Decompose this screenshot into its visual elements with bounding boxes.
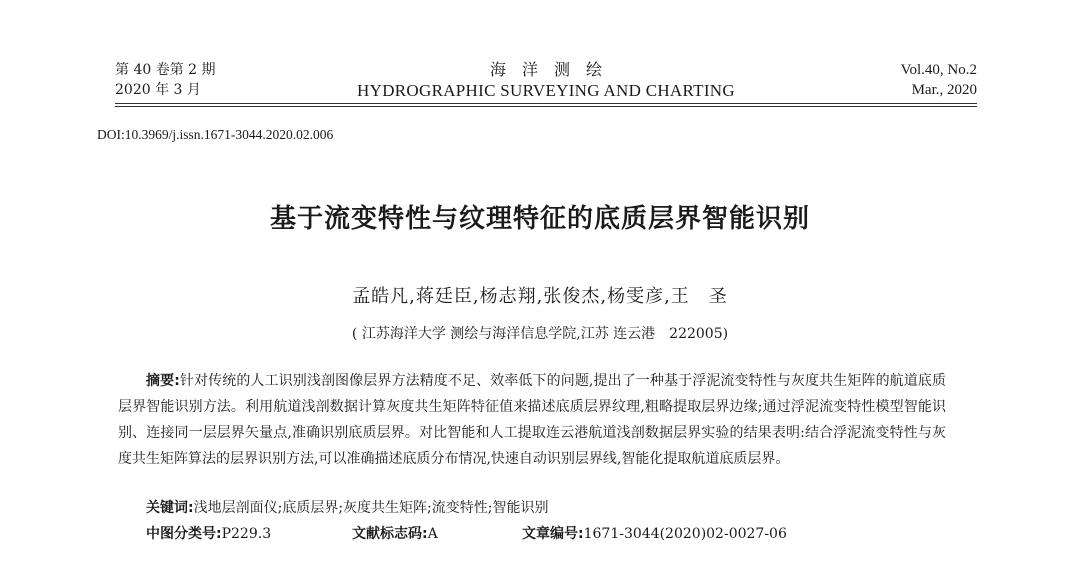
journal-name-en: HYDROGRAPHIC SURVEYING AND CHARTING bbox=[357, 81, 735, 100]
authors: 孟皓凡,蒋廷臣,杨志翔,张俊杰,杨雯彦,王 圣 bbox=[352, 286, 728, 307]
abstract-text: 针对传统的人工识别浅剖图像层界方法精度不足、效率低下的问题,提出了一种基于浮泥流变特性与灰度共生矩阵的航道底质层界智能识别方法。利用航道浅剖数据计算灰度共生矩阵特征值来描述底质层界纹理,粗略提取层界边缘;通过浮泥流变特性模型智能识别、连接同一层层界矢量点,准确识别底质层界。对比智能和人工提取连云港航道浅剖数据层界实验的结果表明:结合浮泥流变特性与灰度共生矩阵算法的层界识别方法,可以准确描述底质分布情况,快速自动识别层界线,智能化提取航道底质层界。 bbox=[118, 373, 946, 467]
journal-header bbox=[115, 60, 977, 106]
abstract bbox=[118, 368, 946, 472]
article-label: 文章编号: bbox=[522, 526, 584, 542]
clc-number bbox=[146, 521, 271, 547]
clc-value: P229.3 bbox=[221, 526, 272, 542]
keywords-text: 浅地层剖面仪;底质层界;灰度共生矩阵;流变特性;智能识别 bbox=[193, 500, 549, 516]
date-cn: 2020 年 3 月 bbox=[115, 82, 201, 98]
classification-row bbox=[146, 521, 946, 547]
keywords-label: 关键词: bbox=[146, 500, 194, 516]
date-en: Mar., 2020 bbox=[911, 82, 977, 98]
affiliation: ( 江苏海洋大学 测绘与海洋信息学院,江苏 连云港 222005) bbox=[351, 326, 729, 342]
article-value: 1671-3044(2020)02-0027-06 bbox=[583, 526, 787, 542]
header-rule-bottom bbox=[115, 106, 977, 107]
doc-label: 文献标志码: bbox=[352, 526, 428, 542]
clc-label: 中图分类号: bbox=[146, 526, 222, 542]
header-center bbox=[115, 60, 977, 102]
document-code bbox=[352, 521, 438, 547]
abstract-label: 摘要: bbox=[146, 373, 180, 389]
doi: DOI:10.3969/j.issn.1671-3044.2020.02.006 bbox=[97, 127, 334, 142]
header-rule-top bbox=[115, 103, 977, 104]
article-id bbox=[522, 521, 787, 547]
doc-value: A bbox=[427, 526, 438, 542]
header-right bbox=[901, 60, 977, 100]
journal-name-cn: 海洋测绘 bbox=[489, 60, 618, 79]
volume-issue-en: Vol.40, No.2 bbox=[900, 62, 977, 78]
paper-title: 基于流变特性与纹理特征的底质层界智能识别 bbox=[269, 204, 810, 234]
volume-issue-cn: 第 40 卷第 2 期 bbox=[115, 62, 216, 78]
keywords bbox=[146, 495, 548, 521]
